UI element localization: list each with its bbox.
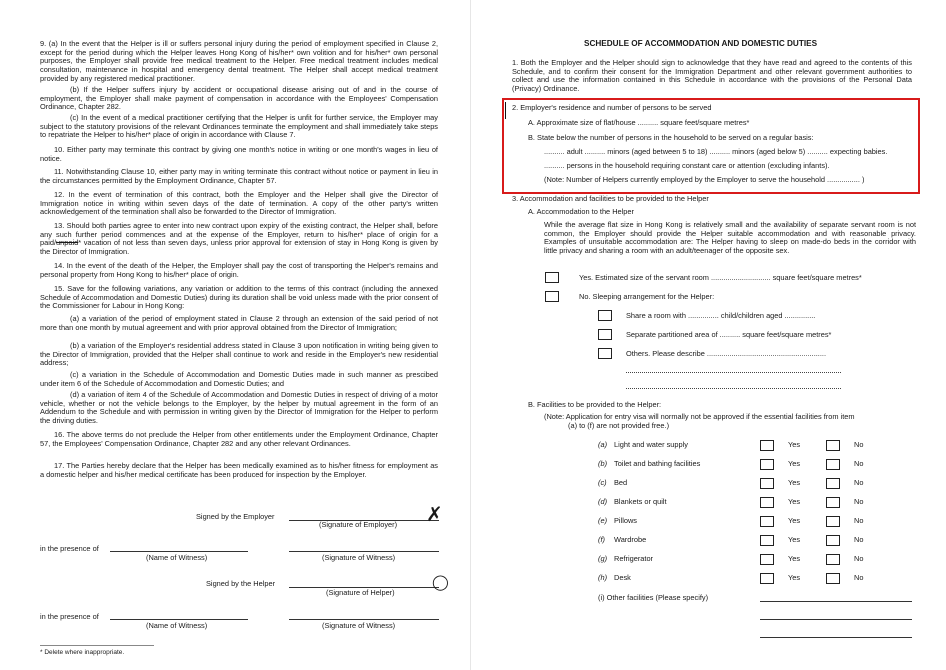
other-facilities-line-1[interactable]: [760, 601, 912, 602]
facility-yes-checkbox[interactable]: [760, 535, 774, 546]
facility-no-label: No: [854, 478, 864, 487]
facility-yes-checkbox[interactable]: [760, 440, 774, 451]
facility-yes-label: Yes: [788, 478, 801, 487]
facilities-note-1: (Note: Application for entry visa will normally not be approved if the essential facilities from item: [544, 412, 855, 421]
facility-no-checkbox[interactable]: [826, 554, 840, 565]
schedule-item-2-heading: 2. Employer's residence and number of persons to be served: [512, 103, 712, 112]
witness-signature-line-1[interactable]: [289, 551, 439, 552]
clause-15c: (c) a variation in the Schedule of Accommodation and Domestic Duties made in such manner as prescibed under item 6 of the Schedule of Accommodation and Domestic Duties; and: [40, 370, 438, 388]
clause-11: 11. Notwithstanding Clause 10, either party may in writing terminate this contract without notice or payment in lieu in the circumstances permitted by the Employment Ordinance, Chapter 57.: [40, 167, 438, 185]
partitioned-area-checkbox[interactable]: [598, 329, 612, 340]
signature-of-helper-caption: (Signature of Helper): [326, 588, 395, 597]
footnote-rule: [40, 645, 154, 646]
facility-yes-checkbox[interactable]: [760, 573, 774, 584]
facility-label: Wardrobe: [614, 535, 647, 544]
facility-no-label: No: [854, 459, 864, 468]
facility-label: Bed: [614, 478, 628, 487]
facility-label: Light and water supply: [614, 440, 688, 449]
signature-of-employer-caption: (Signature of Employer): [319, 520, 398, 529]
facility-yes-label: Yes: [788, 554, 801, 563]
facility-yes-checkbox[interactable]: [760, 459, 774, 470]
facility-label: Desk: [614, 573, 631, 582]
witness-name-line-1[interactable]: [110, 551, 248, 552]
partitioned-area-label: Separate partitioned area of .......... square feet/square metres*: [626, 330, 832, 339]
name-of-witness-caption-2: (Name of Witness): [146, 621, 208, 630]
clause-15: 15. Save for the following variations, any variation or addition to the terms of this contract (including the annexed Schedule of Accommodation and Domestic Duties) during its duration shall be void unless made with the prior consent of the Commissioner for Labour in Hong Kong:: [40, 284, 438, 311]
facility-letter: (g): [598, 554, 608, 563]
facility-no-checkbox[interactable]: [826, 535, 840, 546]
facility-no-checkbox[interactable]: [826, 573, 840, 584]
signed-by-employer-label: Signed by the Employer: [196, 512, 275, 521]
facility-yes-checkbox[interactable]: [760, 478, 774, 489]
clause-16: 16. The above terms do not preclude the Helper from other entitlements under the Employment Ordinance, Chapter 57, the Employees' Compensation Ordinance, Chapter 282 and any other relevant Ordinances.: [40, 430, 438, 448]
facility-no-label: No: [854, 440, 864, 449]
clause-9a: 9. (a) In the event that the Helper is ill or suffers personal injury during the period of employment specified in Clause 2, except for the period during which the Helper leaves Hong Kong of his/her* own volition and for his/her* own personal purposes, the Employer shall provide free medical treatment to the Helper. Free medical treatment includes medical consultation, maintenance in hospital and emergency dental treatment. The Helper shall accept medical treatment provided by any registered medical practitioner.: [40, 39, 438, 83]
other-facilities-line-2[interactable]: [760, 619, 912, 620]
facility-no-label: No: [854, 516, 864, 525]
schedule-title: SCHEDULE OF ACCOMMODATION AND DOMESTIC DUTIES: [584, 39, 818, 48]
household-persons-line: B. State below the number of persons in the household to be served on a regular basis:: [528, 133, 814, 142]
household-counts-line[interactable]: .......... adult .......... minors (aged between 5 to 18) .......... minors (aged below 5) .......... expecting babies.: [544, 147, 888, 156]
clause-15a: (a) a variation of the period of employment stated in Clause 2 through an extension of the said period of not more than one month by mutual agreement and with prior approval obtained from the Director of Immigration;: [40, 314, 438, 332]
other-facilities-line-3[interactable]: [760, 637, 912, 638]
facility-yes-label: Yes: [788, 497, 801, 506]
facility-label: Toilet and bathing facilities: [614, 459, 701, 468]
clause-12: 12. In the event of termination of this contract, both the Employer and the Helper shall give the Director of Immigration notice in writing within seven days of the date of termination. A copy of the other party's written acknowledgement of the termination shall also be forwarded to the Director of Immigration.: [40, 190, 438, 217]
facilities-note-2: (a) to (f) are not provided free.): [568, 421, 670, 430]
text-cursor: [505, 102, 506, 119]
contract-page-left: [0, 0, 471, 670]
facility-label: Refrigerator: [614, 554, 654, 563]
persons-requiring-care-line[interactable]: .......... persons in the household requiring constant care or attention (excluding infants).: [544, 161, 830, 170]
facility-letter: (f): [598, 535, 605, 544]
facility-yes-checkbox[interactable]: [760, 497, 774, 508]
clause-15d: (d) a variation of item 4 of the Schedule of Accommodation and Domestic Duties in respect of driving of a motor vehicle, whether or not the vehicle belongs to the Employer, by the helper by mutual agreement in the form of an Addendum to the Schedule and with permission in writing given by the Director of Immigration for the Helper to perform the driving duties.: [40, 390, 438, 426]
clause-10: 10. Either party may terminate this contract by giving one month's notice in writing or one month's wages in lieu of notice.: [40, 145, 438, 163]
clause-13: 13. Should both parties agree to enter into new contract upon expiry of the existing contract, the Helper shall, before any such further period commences and at the expense of the Employer, return to his/her* place of origin for a paid/unpaid* vacation of not less than seven days, unless prior approval for extension of stay in Hong Kong is given by the Director of Immigration.: [40, 221, 438, 257]
facility-letter: (h): [598, 573, 608, 582]
helpers-count-note[interactable]: (Note: Number of Helpers currently employed by the Employer to serve the household ................ ): [544, 175, 865, 184]
facility-no-checkbox[interactable]: [826, 478, 840, 489]
facility-yes-label: Yes: [788, 535, 801, 544]
others-description-line-1[interactable]: [626, 372, 841, 373]
others-label: Others. Please describe ..........................................................: [626, 349, 827, 358]
facility-no-checkbox[interactable]: [826, 440, 840, 451]
facility-label: Pillows: [614, 516, 637, 525]
facility-yes-checkbox[interactable]: [760, 554, 774, 565]
facilities-subheading: B. Facilities to be provided to the Helper:: [528, 400, 662, 409]
facility-yes-label: Yes: [788, 573, 801, 582]
facility-yes-label: Yes: [788, 516, 801, 525]
facility-label: Blankets or quilt: [614, 497, 667, 506]
other-facilities-label: (i) Other facilities (Please specify): [598, 593, 709, 602]
share-room-checkbox[interactable]: [598, 310, 612, 321]
facility-no-label: No: [854, 573, 864, 582]
facility-no-label: No: [854, 535, 864, 544]
flat-size-line[interactable]: A. Approximate size of flat/house .......... square feet/square metres*: [528, 118, 750, 127]
schedule-item-1: 1. Both the Employer and the Helper should sign to acknowledge that they have read and agreed to the contents of this Schedule, and to confirm their consent for the Immigration Department and other relevant government authorities to collect and use the information contained in this Schedule in accordance with the provisions of the Personal Data (Privacy) Ordinance.: [512, 58, 912, 94]
signature-of-witness-caption-1: (Signature of Witness): [322, 553, 396, 562]
signature-of-witness-caption-2: (Signature of Witness): [322, 621, 396, 630]
clause-17: 17. The Parties hereby declare that the Helper has been medically examined as to his/her fitness for employment as a domestic helper and his/her medical certificate has been produced for inspection by the Employer.: [40, 461, 438, 479]
facility-yes-label: Yes: [788, 459, 801, 468]
facility-letter: (c): [598, 478, 607, 487]
clause-9c: (c) In the event of a medical practitioner certifying that the Helper is unfit for further service, the Employer may subject to the statutory provisions of the relevant Ordinances terminate the employment and shall immediately take steps to repatriate the Helper to his/her* place of origin in accordance with Clause 7.: [40, 113, 438, 140]
schedule-item-3-heading: 3. Accommodation and facilities to be provided to the Helper: [512, 194, 709, 203]
in-presence-label-2: in the presence of: [40, 612, 99, 621]
facility-no-checkbox[interactable]: [826, 497, 840, 508]
facility-letter: (e): [598, 516, 608, 525]
accommodation-yes-checkbox[interactable]: [545, 272, 559, 283]
accommodation-subheading: A. Accommodation to the Helper: [528, 207, 634, 216]
facility-yes-checkbox[interactable]: [760, 516, 774, 527]
share-room-label: Share a room with ............... child/children aged ...............: [626, 311, 816, 320]
name-of-witness-caption-1: (Name of Witness): [146, 553, 208, 562]
accommodation-no-label: No. Sleeping arrangement for the Helper:: [579, 292, 715, 301]
facility-no-checkbox[interactable]: [826, 516, 840, 527]
signature-circle-mark: ◯: [432, 574, 449, 591]
footnote: * Delete where inappropriate.: [40, 649, 125, 656]
clause-14: 14. In the event of the death of the Helper, the Employer shall pay the cost of transporting the Helper's remains and personal property from Hong Kong to his/her* place of origin.: [40, 261, 438, 279]
facility-no-checkbox[interactable]: [826, 459, 840, 470]
clause-9b: (b) If the Helper suffers injury by accident or occupational disease arising out of and in the course of employment, the Employer shall make payment of compensation in accordance with the Employees' Compensation Ordinance, Chapter 282.: [40, 85, 438, 112]
others-checkbox[interactable]: [598, 348, 612, 359]
facility-letter: (b): [598, 459, 608, 468]
signature-x-mark: ✗: [426, 504, 443, 526]
facility-letter: (a): [598, 440, 608, 449]
strikethrough-word: unpaid: [56, 238, 79, 248]
signed-by-helper-label: Signed by the Helper: [206, 579, 276, 588]
clause-15b: (b) a variation of the Employer's residential address stated in Clause 3 upon notification in writing being given to the Director of Immigration, provided that the Helper shall continue to work and reside in the Employer's new residential address;: [40, 341, 438, 368]
schedule-page-right: [470, 0, 946, 670]
facility-yes-label: Yes: [788, 440, 801, 449]
accommodation-text: While the average flat size in Hong Kong is relatively small and the availability of separate servant room is not common, the Employer should provide the Helper suitable accommodation and with reasonable privacy. Examples of unsuitable accommodation are: The Helper having to sleep on made-do beds in the corridor with little privacy and sharing a room with an adult/teenager of the opposite sex.: [544, 220, 916, 256]
accommodation-yes-label: Yes. Estimated size of the servant room ............................. square feet/square metres*: [579, 273, 862, 282]
facility-letter: (d): [598, 497, 608, 506]
accommodation-no-checkbox[interactable]: [545, 291, 559, 302]
witness-name-line-2[interactable]: [110, 619, 248, 620]
facility-no-label: No: [854, 554, 864, 563]
witness-signature-line-2[interactable]: [289, 619, 439, 620]
others-description-line-2[interactable]: [626, 388, 841, 389]
facility-no-label: No: [854, 497, 864, 506]
in-presence-label-1: in the presence of: [40, 544, 99, 553]
